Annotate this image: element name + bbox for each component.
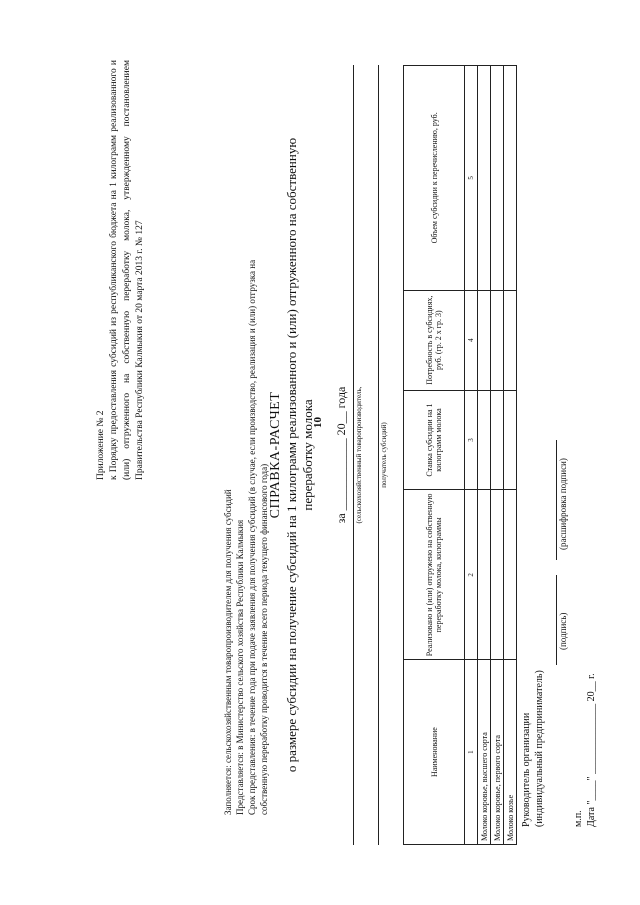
appendix-body: к Порядку предоставления субсидий из республиканского бюджета на 1 килограмм реализованного и (или) отгруженного на собственную переработку молока, утвержденному постановлением Правительства Республики Калмыкия от 20 марта 2013 г. № 127 — [109, 60, 145, 480]
head-title: Руководитель организации — [521, 712, 532, 827]
date-line: Дата "____" ______________ 20__ г. — [586, 673, 597, 827]
header-need: Потребность в субсидиях, руб. (гр. 2 x гр. 3) — [404, 290, 465, 390]
period-line — [334, 65, 349, 845]
table-cell — [491, 66, 504, 291]
row-name: Молоко коровье, высшего сорта — [478, 660, 491, 845]
title-main: СПРАВКА-РАСЧЕТ — [268, 391, 283, 519]
header-sold: Реализовано и (или) отгружено на собственную переработку молока, килограммы — [404, 490, 465, 660]
producer-underline — [353, 65, 354, 845]
recipient-underline — [378, 65, 379, 845]
subsidy-table — [403, 65, 517, 845]
filled-by-note: Заполняется: сельскохозяйственным товаропроизводителем для получения субсидий — [223, 489, 233, 815]
row-name: Молоко козье — [504, 660, 517, 845]
document-title — [268, 65, 316, 845]
col-number: 4 — [465, 290, 478, 390]
table-header-row — [404, 66, 465, 845]
table-cell — [478, 490, 491, 660]
period-blank: ____________ — [334, 438, 348, 511]
producer-caption: (сельскохозяйственный товаропроизводитель, — [355, 386, 363, 524]
table-row — [504, 66, 517, 845]
header-rate: Ставка субсидии на 1 килограмм молока — [404, 390, 465, 490]
table-cell — [504, 290, 517, 390]
title-subtitle: о размере субсидии на получение субсидий на 1 килограмм реализованного и (или) отгруженного на собственную — [284, 137, 299, 773]
table-cell — [478, 290, 491, 390]
table-cell — [478, 66, 491, 291]
table-cell — [491, 290, 504, 390]
appendix-title: Приложение № 2 — [96, 410, 106, 480]
col-number: 1 — [465, 660, 478, 845]
col-number: 5 — [465, 66, 478, 291]
head-block — [520, 670, 546, 827]
head-subtitle: (индивидуальный предприниматель) — [534, 670, 545, 827]
period-prefix: за — [334, 513, 348, 524]
producer-line — [353, 65, 363, 845]
submitted-note: Представляется: в Министерство сельского хозяйства Республики Калмыкия — [235, 519, 245, 815]
decode-underline — [556, 440, 557, 560]
table-row — [491, 66, 504, 845]
header-volume: Объем субсидии к перечислению, руб. — [404, 66, 465, 291]
decode-caption: (расшифровка подписи) — [558, 458, 568, 550]
title-subtitle-cont: переработку молока — [300, 399, 315, 511]
stamp-placeholder: м.п. — [573, 810, 584, 827]
recipient-caption: получатель субсидий) — [380, 422, 388, 488]
page-number: 10 — [312, 417, 324, 428]
instructions-block — [222, 255, 270, 815]
deadline-note: Срок представления: в течение года при подаче заявления для получения субсидий (в случае, если производство, реализация и (или) отгрузка на собственную переработку проводится в течение всего периода текущего финансового года) — [247, 259, 269, 815]
col-number: 2 — [465, 490, 478, 660]
table-cell — [491, 390, 504, 490]
col-number: 3 — [465, 390, 478, 490]
appendix-block — [95, 60, 147, 480]
table-row — [478, 66, 491, 845]
row-name: Молоко коровье, первого сорта — [491, 660, 504, 845]
signature-caption: (подпись) — [558, 612, 568, 650]
recipient-line — [378, 65, 388, 845]
table-cell — [491, 490, 504, 660]
table-cell — [504, 66, 517, 291]
table-number-row — [465, 66, 478, 845]
header-name: Наименование — [404, 660, 465, 845]
signature-underline — [556, 575, 557, 665]
period-year: 20__ года — [334, 386, 348, 436]
table-cell — [504, 390, 517, 490]
table-cell — [478, 390, 491, 490]
table-cell — [504, 490, 517, 660]
